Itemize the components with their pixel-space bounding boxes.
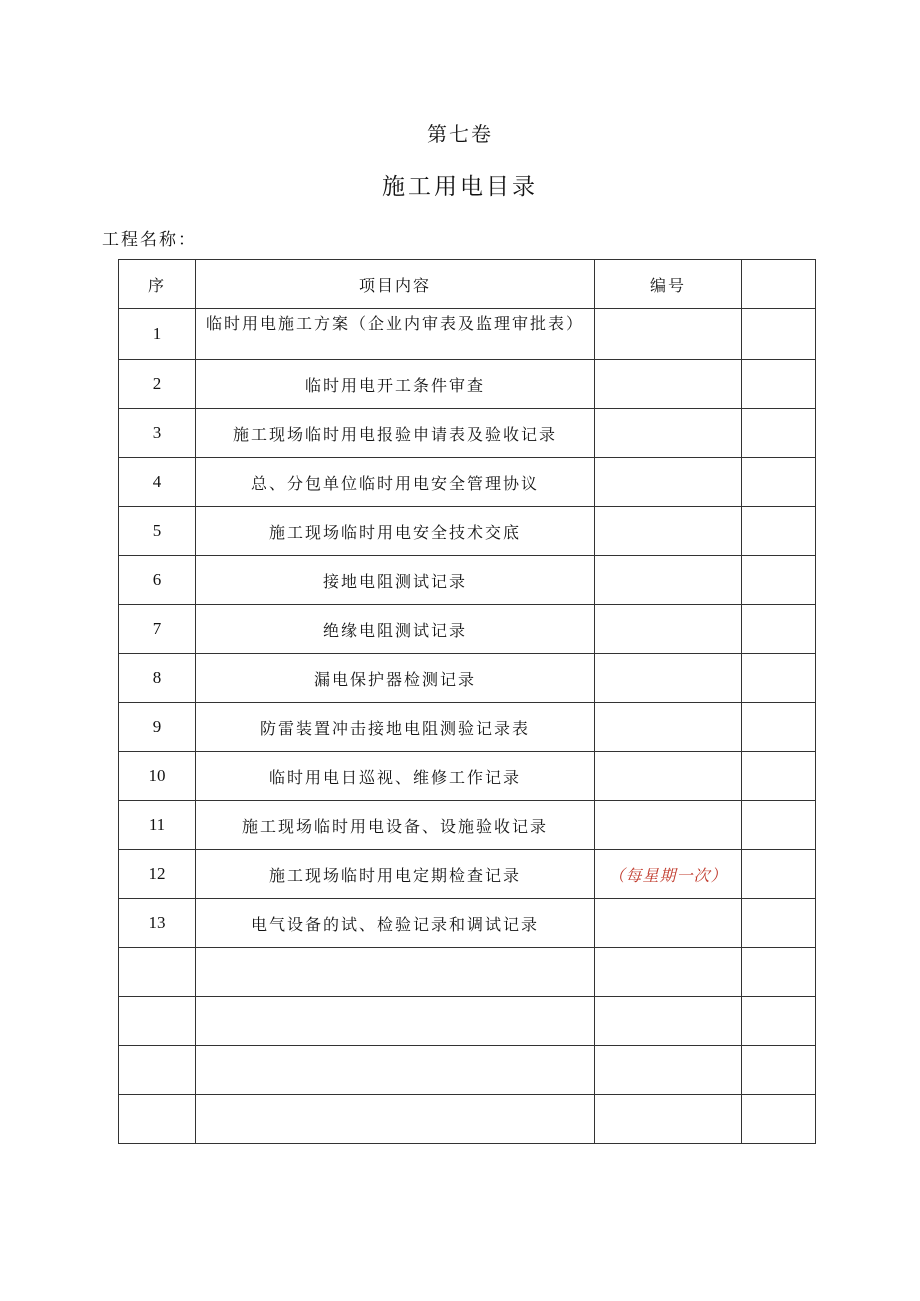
table-row (119, 309, 816, 360)
row-item: 电气设备的试、检验记录和调试记录 (196, 899, 595, 948)
row-code (595, 360, 742, 409)
row-code (595, 458, 742, 507)
table-row (119, 360, 816, 409)
row-extra (742, 309, 816, 360)
table-row (119, 1046, 816, 1095)
row-item (196, 948, 595, 997)
header-item: 项目内容 (196, 260, 595, 309)
row-code (595, 409, 742, 458)
row-code (595, 1046, 742, 1095)
row-extra (742, 850, 816, 899)
row-number (119, 948, 196, 997)
row-number: 10 (119, 752, 196, 801)
row-number: 12 (119, 850, 196, 899)
row-number: 3 (119, 409, 196, 458)
table-row (119, 997, 816, 1046)
row-item: 防雷装置冲击接地电阻测验记录表 (196, 703, 595, 752)
row-item: 总、分包单位临时用电安全管理协议 (196, 458, 595, 507)
row-code (595, 605, 742, 654)
row-item: 漏电保护器检测记录 (196, 654, 595, 703)
frequency-note: （每星期一次） (608, 865, 728, 885)
table-row (119, 1095, 816, 1144)
row-number (119, 1095, 196, 1144)
row-code (595, 556, 742, 605)
table-row (119, 752, 816, 801)
row-code (595, 703, 742, 752)
row-code (595, 507, 742, 556)
row-number: 5 (119, 507, 196, 556)
project-name-label: 工程名称： (102, 230, 197, 250)
table-row (119, 850, 816, 899)
row-code (595, 1095, 742, 1144)
table-row (119, 556, 816, 605)
table-row (119, 703, 816, 752)
row-extra (742, 703, 816, 752)
row-extra (742, 1046, 816, 1095)
row-item: 施工现场临时用电安全技术交底 (196, 507, 595, 556)
row-code (595, 654, 742, 703)
row-extra (742, 458, 816, 507)
row-code (595, 899, 742, 948)
row-extra (742, 752, 816, 801)
table-row (119, 948, 816, 997)
row-extra (742, 556, 816, 605)
row-code (595, 948, 742, 997)
table-header-row (119, 260, 816, 309)
table-row (119, 605, 816, 654)
row-code (595, 997, 742, 1046)
row-item (196, 997, 595, 1046)
table-row (119, 507, 816, 556)
row-item: 施工现场临时用电设备、设施验收记录 (196, 801, 595, 850)
row-extra (742, 997, 816, 1046)
header-seq: 序 (119, 260, 196, 309)
directory-table (118, 259, 816, 1144)
row-item: 施工现场临时用电报验申请表及验收记录 (196, 409, 595, 458)
row-extra (742, 360, 816, 409)
header-code: 编号 (595, 260, 742, 309)
table-row (119, 899, 816, 948)
page-title: 施工用电目录 (382, 174, 538, 200)
row-extra (742, 899, 816, 948)
row-item: 施工现场临时用电定期检查记录 (196, 850, 595, 899)
row-item (196, 1095, 595, 1144)
row-number: 11 (119, 801, 196, 850)
row-item: 临时用电施工方案（企业内审表及监理审批表） (196, 309, 595, 360)
row-extra (742, 654, 816, 703)
row-extra (742, 409, 816, 458)
row-item: 临时用电开工条件审查 (196, 360, 595, 409)
row-number: 2 (119, 360, 196, 409)
row-number: 1 (119, 309, 196, 360)
row-extra (742, 1095, 816, 1144)
row-number: 9 (119, 703, 196, 752)
table-row (119, 409, 816, 458)
table-row (119, 654, 816, 703)
row-code (595, 752, 742, 801)
row-number: 7 (119, 605, 196, 654)
header-extra (742, 260, 816, 309)
row-extra (742, 605, 816, 654)
row-number (119, 1046, 196, 1095)
table-row (119, 801, 816, 850)
row-extra (742, 507, 816, 556)
row-number (119, 997, 196, 1046)
row-number: 13 (119, 899, 196, 948)
row-item (196, 1046, 595, 1095)
row-number: 6 (119, 556, 196, 605)
row-code (595, 309, 742, 360)
row-code (595, 801, 742, 850)
row-number: 8 (119, 654, 196, 703)
row-code (595, 850, 742, 899)
row-extra (742, 801, 816, 850)
row-item: 绝缘电阻测试记录 (196, 605, 595, 654)
table-row (119, 458, 816, 507)
row-item: 接地电阻测试记录 (196, 556, 595, 605)
row-item: 临时用电日巡视、维修工作记录 (196, 752, 595, 801)
volume-heading: 第七卷 (427, 122, 493, 146)
row-extra (742, 948, 816, 997)
row-number: 4 (119, 458, 196, 507)
